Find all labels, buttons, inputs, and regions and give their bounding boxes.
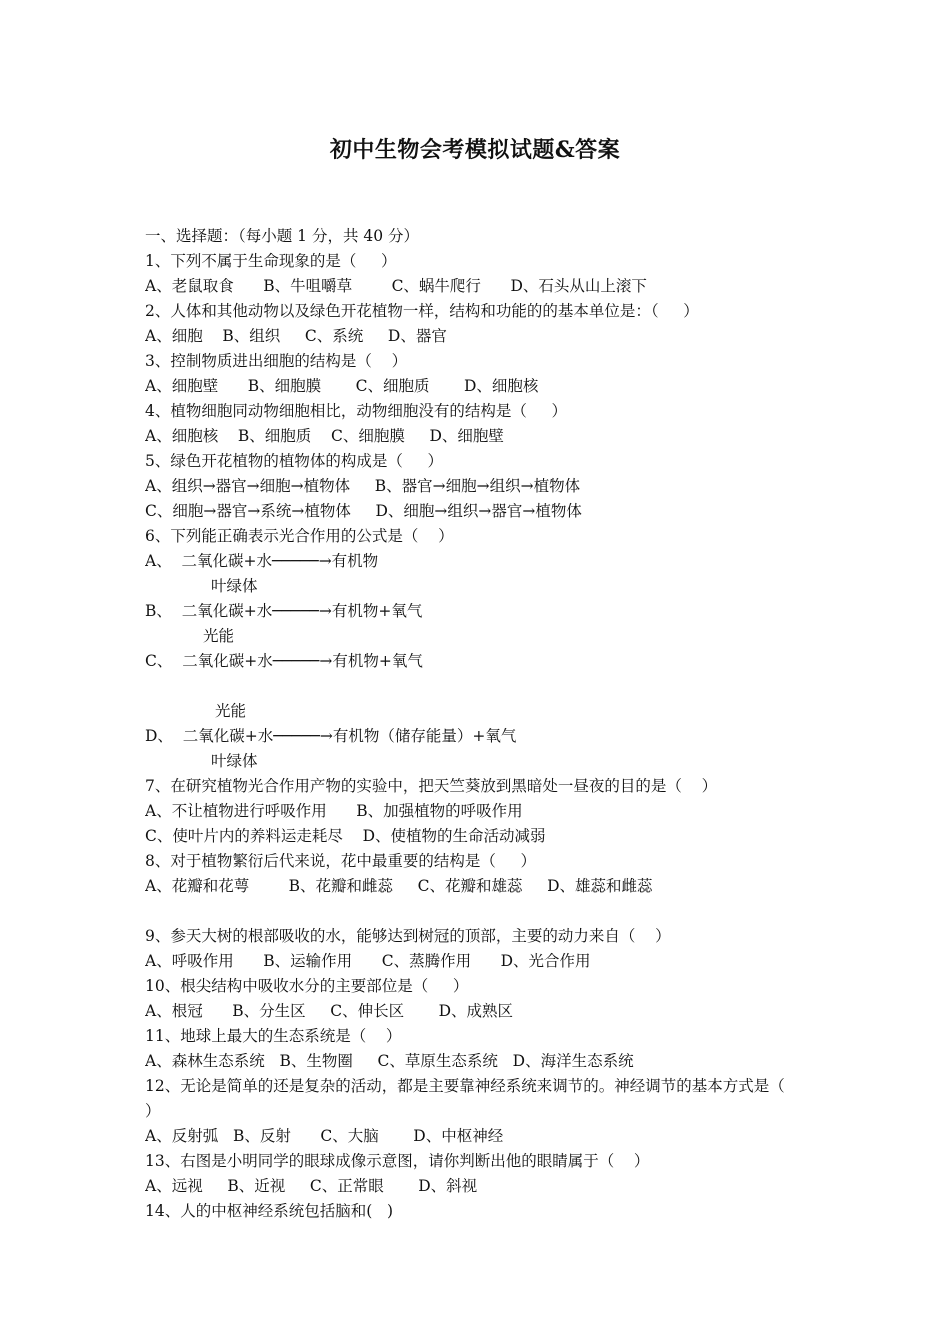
formula-option-a: A、 二氧化碳+水─────→有机物 [145, 552, 379, 570]
options-line: A、细胞核 B、细胞质 C、细胞膜 D、细胞壁 [145, 427, 504, 445]
question-line: 2、人体和其他动物以及绿色开花植物一样，结构和功能的的基本单位是：（ ） [145, 302, 699, 320]
question-line: 14、人的中枢神经系统包括脑和( ) [145, 1202, 394, 1220]
options-line: C、细胞→器官→系统→植物体 D、细胞→组织→器官→植物体 [145, 502, 582, 520]
question-line: 7、在研究植物光合作用产物的实验中，把天竺葵放到黑暗处一昼夜的目的是（ ） [145, 777, 718, 795]
blank-line [145, 899, 810, 924]
options-line: A、组织→器官→细胞→植物体 B、器官→细胞→组织→植物体 [145, 477, 581, 495]
blank-line [145, 674, 810, 699]
options-line: A、细胞壁 B、细胞膜 C、细胞质 D、细胞核 [145, 377, 539, 395]
question-line: 9、参天大树的根部吸收的水，能够达到树冠的顶部，主要的动力来自（ ） [145, 927, 671, 945]
question-line: 5、绿色开花植物的植物体的构成是（ ） [145, 452, 443, 470]
options-line: A、不让植物进行呼吸作用 B、加强植物的呼吸作用 [145, 802, 523, 820]
options-line: A、远视 B、近视 C、正常眼 D、斜视 [145, 1177, 478, 1195]
question-line: 10、根尖结构中吸收水分的主要部位是（ ） [145, 977, 469, 995]
options-line: A、森林生态系统 B、生物圈 C、草原生态系统 D、海洋生态系统 [145, 1052, 634, 1070]
question-line: 6、下列能正确表示光合作用的公式是（ ） [145, 527, 454, 545]
options-line: A、反射弧 B、反射 C、大脑 D、中枢神经 [145, 1127, 504, 1145]
formula-condition: 叶绿体 [211, 577, 258, 595]
section-heading: 一、选择题：（每小题 1 分，共 40 分） [145, 227, 420, 245]
formula-condition: 光能 [203, 627, 235, 645]
formula-condition: 叶绿体 [211, 752, 258, 770]
options-line: A、细胞 B、组织 C、系统 D、器官 [145, 327, 447, 345]
question-line-continued: ） [145, 1102, 161, 1120]
document-title: 初中生物会考模拟试题&答案 [329, 137, 621, 163]
question-line: 11、地球上最大的生态系统是（ ） [145, 1027, 402, 1045]
options-line: A、根冠 B、分生区 C、伸长区 D、成熟区 [145, 1002, 514, 1020]
question-line: 13、右图是小明同学的眼球成像示意图，请你判断出他的眼睛属于（ ） [145, 1152, 650, 1170]
question-line: 3、控制物质进出细胞的结构是（ ） [145, 352, 408, 370]
question-line: 12、无论是简单的还是复杂的活动，都是主要靠神经系统来调节的。神经调节的基本方式是（ [145, 1077, 785, 1095]
question-line: 1、下列不属于生命现象的是（ ） [145, 252, 397, 270]
options-line: C、使叶片内的养料运走耗尽 D、使植物的生命活动减弱 [145, 827, 546, 845]
question-line: 4、植物细胞同动物细胞相比，动物细胞没有的结构是（ ） [145, 402, 567, 420]
options-line: A、呼吸作用 B、运输作用 C、蒸腾作用 D、光合作用 [145, 952, 591, 970]
formula-condition: 光能 [215, 702, 247, 720]
formula-option-c: C、 二氧化碳+水─────→有机物+氧气 [145, 652, 423, 670]
formula-option-b: B、 二氧化碳+水─────→有机物+氧气 [145, 602, 423, 620]
document-body [145, 224, 810, 1224]
question-line: 8、对于植物繁衍后代来说，花中最重要的结构是（ ） [145, 852, 536, 870]
options-line: A、花瓣和花萼 B、花瓣和雌蕊 C、花瓣和雄蕊 D、雄蕊和雌蕊 [145, 877, 653, 895]
options-line: A、老鼠取食 B、牛咀嚼草 C、蜗牛爬行 D、石头从山上滚下 [145, 277, 647, 295]
formula-option-d: D、 二氧化碳+水─────→有机物（储存能量）+氧气 [145, 727, 517, 745]
